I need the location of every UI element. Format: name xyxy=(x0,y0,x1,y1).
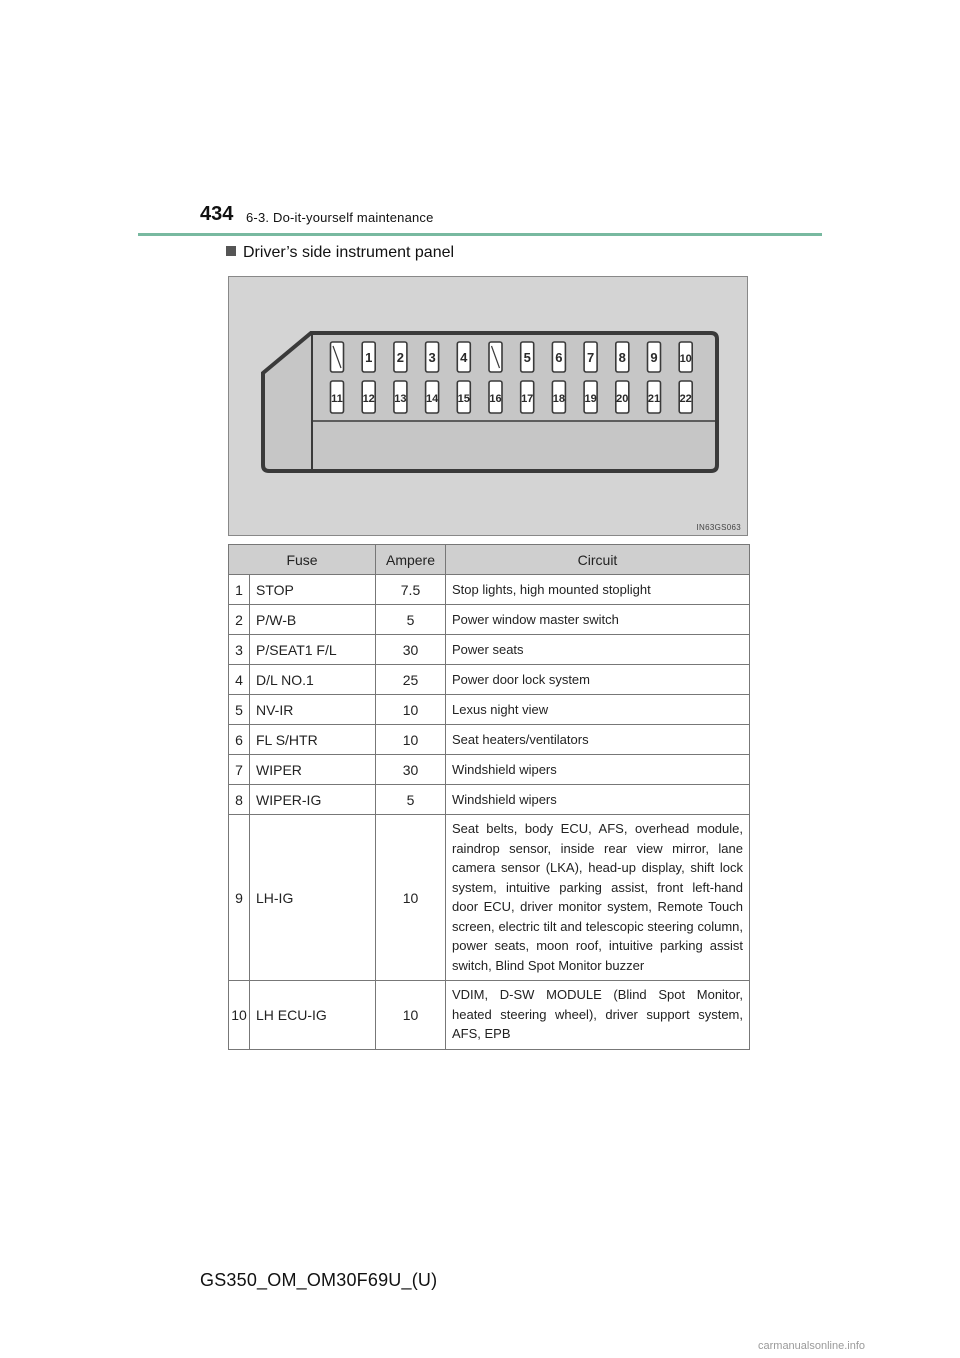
fuse-number: 2 xyxy=(229,605,250,635)
fuse-name: P/SEAT1 F/L xyxy=(250,635,376,665)
watermark: carmanualsonline.info xyxy=(758,1340,866,1352)
fuse-slot-label: 9 xyxy=(650,350,658,365)
fuse-name: WIPER xyxy=(250,755,376,785)
fuse-name: FL S/HTR xyxy=(250,725,376,755)
fuse-box-diagram xyxy=(229,277,747,535)
fuse-ampere: 25 xyxy=(376,665,446,695)
table-row xyxy=(229,575,750,605)
table-row xyxy=(229,725,750,755)
figure-id: IN63GS063 xyxy=(696,523,741,532)
header-fuse: Fuse xyxy=(229,545,376,575)
fuse-number: 6 xyxy=(229,725,250,755)
fuse-slot-label: 19 xyxy=(584,393,597,405)
fuse-slot-label: 18 xyxy=(552,393,566,405)
fuse-name: LH ECU-IG xyxy=(250,981,376,1050)
fuse-name: LH-IG xyxy=(250,815,376,981)
fuse-ampere: 10 xyxy=(376,815,446,981)
fuse-number: 7 xyxy=(229,755,250,785)
fuse-slot-label: 1 xyxy=(365,350,373,365)
fuse-circuit: Windshield wipers xyxy=(446,785,750,815)
square-bullet-icon xyxy=(226,246,236,256)
footer-model-code: GS350_OM_OM30F69U_(U) xyxy=(200,1270,438,1290)
fuse-slot-label: 15 xyxy=(457,393,470,405)
fuse-slot-label: 16 xyxy=(489,393,502,405)
fuse-slot-label: 13 xyxy=(394,393,407,405)
header-ampere: Ampere xyxy=(376,545,446,575)
fuse-number: 3 xyxy=(229,635,250,665)
fuse-slot-label: 7 xyxy=(586,350,595,365)
header-rule xyxy=(138,233,822,236)
fuse-slot-label: 17 xyxy=(521,393,534,405)
fuse-slot-label: 3 xyxy=(428,350,436,365)
page-number: 434 xyxy=(200,203,234,225)
chapter-title: 6-3. Do-it-yourself maintenance xyxy=(246,210,434,225)
fuse-slot-label: 6 xyxy=(555,350,563,365)
fuse-ampere: 30 xyxy=(376,755,446,785)
fuse-circuit: Seat heaters/ventilators xyxy=(446,725,750,755)
fuse-name: WIPER-IG xyxy=(250,785,376,815)
fuse-name: STOP xyxy=(250,575,376,605)
fuse-name: P/W-B xyxy=(250,605,376,635)
fuse-number: 5 xyxy=(229,695,250,725)
fuse-number: 10 xyxy=(229,981,250,1050)
fuse-circuit: Stop lights, high mounted stoplight xyxy=(446,575,750,605)
fuse-box-figure xyxy=(228,276,748,536)
fuse-number: 4 xyxy=(229,665,250,695)
fuse-name: NV-IR xyxy=(250,695,376,725)
fuse-circuit: Power window master switch xyxy=(446,605,750,635)
fuse-ampere: 10 xyxy=(376,695,446,725)
fuse-circuit: Seat belts, body ECU, AFS, overhead module, raindrop sensor, inside rear view mirror, lane camera sensor (LKA), head-up display, shift lock system, intuitive parking assist, front left-hand door ECU, driver monitor system, Remote Touch screen, electric tilt and telescopic steering column, power seats, moon roof, intuitive parking assist switch, Blind Spot Monitor buzzer xyxy=(446,815,750,981)
fuse-slot-label: 12 xyxy=(362,393,375,405)
fuse-ampere: 7.5 xyxy=(376,575,446,605)
fuse-slot-label: 21 xyxy=(647,393,661,405)
table-row xyxy=(229,755,750,785)
fuse-ampere: 5 xyxy=(376,785,446,815)
table-header-row xyxy=(229,545,750,575)
fuse-ampere: 10 xyxy=(376,981,446,1050)
fuse-table xyxy=(228,544,750,1050)
table-row xyxy=(229,981,750,1050)
fuse-slot-label: 8 xyxy=(618,350,626,365)
fuse-circuit: Power door lock system xyxy=(446,665,750,695)
table-row xyxy=(229,785,750,815)
section-title: Driver’s side instrument panel xyxy=(243,244,455,261)
fuse-slot-label: 14 xyxy=(425,393,439,405)
fuse-ampere: 5 xyxy=(376,605,446,635)
fuse-circuit: Power seats xyxy=(446,635,750,665)
fuse-slot-label: 20 xyxy=(616,393,629,405)
fuse-name: D/L NO.1 xyxy=(250,665,376,695)
fuse-slot-label: 22 xyxy=(679,393,692,405)
section-heading xyxy=(226,244,454,262)
fuse-slot-label: 11 xyxy=(331,393,343,405)
fuse-number: 1 xyxy=(229,575,250,605)
fuse-slot-label: 4 xyxy=(460,350,468,365)
fuse-number: 8 xyxy=(229,785,250,815)
header-circuit: Circuit xyxy=(446,545,750,575)
fuse-circuit: Lexus night view xyxy=(446,695,750,725)
table-row xyxy=(229,635,750,665)
fuse-slot-label: 2 xyxy=(396,350,405,365)
table-row xyxy=(229,605,750,635)
fuse-ampere: 30 xyxy=(376,635,446,665)
fuse-number: 9 xyxy=(229,815,250,981)
fuse-circuit: Windshield wipers xyxy=(446,755,750,785)
table-row xyxy=(229,695,750,725)
fuse-ampere: 10 xyxy=(376,725,446,755)
table-row xyxy=(229,815,750,981)
fuse-circuit: VDIM, D-SW MODULE (Blind Spot Monitor, heated steering wheel), driver support system, AFS, EPB xyxy=(446,981,750,1050)
table-row xyxy=(229,665,750,695)
fuse-slot-label: 10 xyxy=(679,353,692,365)
fuse-slot-label: 5 xyxy=(523,350,531,365)
